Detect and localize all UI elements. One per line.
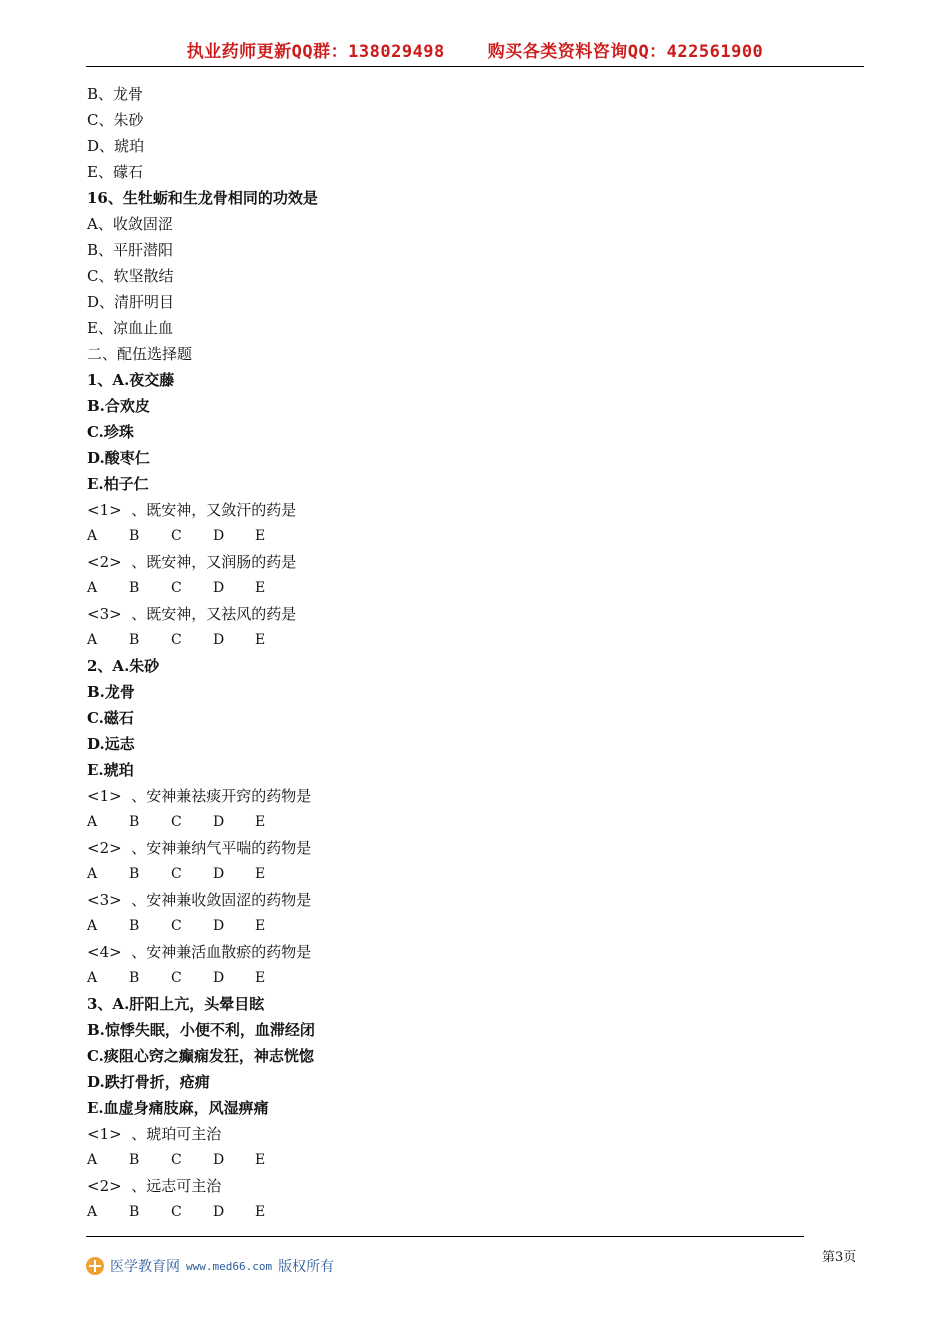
- question-line: E.柏子仁: [87, 475, 149, 493]
- answer-choice[interactable]: C: [171, 580, 182, 596]
- question-line: C.珍珠: [87, 423, 134, 441]
- brand-name: 医学教育网: [110, 1259, 180, 1275]
- question-line: B.惊悸失眠，小便不利，血滞经闭: [87, 1021, 315, 1039]
- text-line: C、软坚散结: [87, 267, 174, 285]
- question-line: D.酸枣仁: [87, 449, 150, 467]
- answer-choice[interactable]: D: [213, 814, 225, 830]
- answer-choice[interactable]: A: [87, 580, 98, 596]
- text-line: <2> 、安神兼纳气平喘的药物是: [87, 839, 312, 857]
- text-line: B、平肝潜阳: [87, 241, 174, 259]
- answer-choice[interactable]: B: [129, 1152, 140, 1168]
- answer-choice[interactable]: C: [171, 866, 182, 882]
- text-line: E、凉血止血: [87, 319, 173, 337]
- answer-choice[interactable]: A: [87, 866, 98, 882]
- footer-brand: [86, 1255, 334, 1277]
- question-line: 2、A.朱砂: [87, 657, 160, 675]
- text-line: <3> 、既安神，又祛风的药是: [87, 605, 297, 623]
- answer-choice[interactable]: A: [87, 814, 98, 830]
- text-line: C、朱砂: [87, 111, 144, 129]
- question-line: D.远志: [87, 735, 135, 753]
- answer-choice[interactable]: B: [129, 1204, 140, 1220]
- answer-choices-row: [87, 1147, 847, 1173]
- question-line: 16、生牡蛎和生龙骨相同的功效是: [87, 189, 318, 207]
- header-text: 执业药师更新QQ群：138029498 购买各类资料咨询QQ：422561900: [186, 42, 764, 62]
- answer-choice[interactable]: D: [213, 580, 225, 596]
- answer-choices-row: [87, 965, 847, 991]
- answer-choice[interactable]: D: [213, 918, 225, 934]
- question-line: D.跌打骨折，疮痈: [87, 1073, 210, 1091]
- answer-choice[interactable]: E: [255, 632, 266, 648]
- text-line: <1> 、安神兼祛痰开窍的药物是: [87, 787, 312, 805]
- answer-choice[interactable]: D: [213, 970, 225, 986]
- text-line: <2> 、远志可主治: [87, 1177, 222, 1195]
- text-line: <4> 、安神兼活血散瘀的药物是: [87, 943, 312, 961]
- answer-choice[interactable]: A: [87, 1204, 98, 1220]
- question-line: 1、A.夜交藤: [87, 371, 175, 389]
- answer-choices-row: [87, 861, 847, 887]
- answer-choice[interactable]: C: [171, 1204, 182, 1220]
- text-line: <2> 、既安神，又润肠的药是: [87, 553, 297, 571]
- answer-choice[interactable]: E: [255, 528, 266, 544]
- answer-choice[interactable]: B: [129, 814, 140, 830]
- answer-choice[interactable]: C: [171, 970, 182, 986]
- answer-choices-row: [87, 809, 847, 835]
- question-line: C.磁石: [87, 709, 134, 727]
- text-line: A、收敛固涩: [87, 215, 173, 233]
- page-number: 第3页: [822, 1250, 857, 1265]
- text-line: <1> 、既安神，又敛汗的药是: [87, 501, 297, 519]
- answer-choice[interactable]: C: [171, 814, 182, 830]
- answer-choice[interactable]: C: [171, 528, 182, 544]
- answer-choice[interactable]: D: [213, 528, 225, 544]
- answer-choice[interactable]: C: [171, 632, 182, 648]
- answer-choice[interactable]: A: [87, 632, 98, 648]
- document-body: [87, 81, 847, 1225]
- text-line: D、琥珀: [87, 137, 145, 155]
- answer-choice[interactable]: D: [213, 1152, 225, 1168]
- answer-choices-row: [87, 523, 847, 549]
- answer-choice[interactable]: E: [255, 918, 266, 934]
- question-line: B.合欢皮: [87, 397, 150, 415]
- answer-choices-row: [87, 627, 847, 653]
- answer-choice[interactable]: B: [129, 632, 140, 648]
- answer-choice[interactable]: B: [129, 580, 140, 596]
- answer-choice[interactable]: A: [87, 918, 98, 934]
- answer-choice[interactable]: D: [213, 632, 225, 648]
- answer-choice[interactable]: D: [213, 1204, 225, 1220]
- answer-choice[interactable]: C: [171, 1152, 182, 1168]
- text-line: <3> 、安神兼收敛固涩的药物是: [87, 891, 312, 909]
- answer-choices-row: [87, 575, 847, 601]
- answer-choice[interactable]: E: [255, 814, 266, 830]
- answer-choice[interactable]: A: [87, 1152, 98, 1168]
- answer-choice[interactable]: E: [255, 580, 266, 596]
- answer-choice[interactable]: C: [171, 918, 182, 934]
- med66-logo-icon: [86, 1257, 104, 1275]
- brand-rights: 版权所有: [278, 1259, 335, 1275]
- answer-choice[interactable]: D: [213, 866, 225, 882]
- answer-choice[interactable]: A: [87, 970, 98, 986]
- footer-rule: [86, 1236, 804, 1237]
- text-line: D、清肝明目: [87, 293, 175, 311]
- answer-choice[interactable]: E: [255, 970, 266, 986]
- answer-choice[interactable]: E: [255, 866, 266, 882]
- question-line: B.龙骨: [87, 683, 135, 701]
- question-line: C.痰阻心窍之癫痫发狂，神志恍惚: [87, 1047, 314, 1065]
- answer-choice[interactable]: E: [255, 1204, 266, 1220]
- answer-choice[interactable]: B: [129, 528, 140, 544]
- answer-choices-row: [87, 913, 847, 939]
- question-line: E.琥珀: [87, 761, 134, 779]
- answer-choices-row: [87, 1199, 847, 1225]
- text-line: <1> 、琥珀可主治: [87, 1125, 222, 1143]
- answer-choice[interactable]: B: [129, 970, 140, 986]
- answer-choice[interactable]: B: [129, 866, 140, 882]
- answer-choice[interactable]: B: [129, 918, 140, 934]
- text-line: E、礞石: [87, 163, 143, 181]
- question-line: E.血虚身痛肢麻，风湿痹痛: [87, 1099, 269, 1117]
- text-line: 二、配伍选择题: [87, 345, 193, 363]
- answer-choice[interactable]: A: [87, 528, 98, 544]
- brand-url[interactable]: www.med66.com: [186, 1259, 273, 1273]
- question-line: 3、A.肝阳上亢，头晕目眩: [87, 995, 265, 1013]
- answer-choice[interactable]: E: [255, 1152, 266, 1168]
- text-line: B、龙骨: [87, 85, 144, 103]
- page-header: [86, 38, 864, 67]
